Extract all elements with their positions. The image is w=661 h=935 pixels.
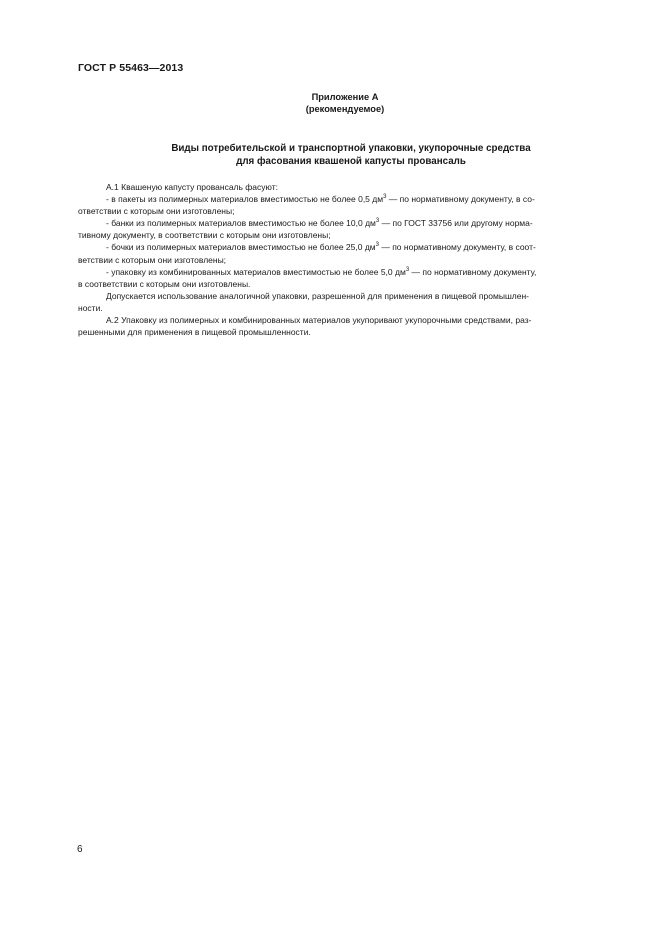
superscript: 3 (383, 194, 387, 201)
annex-block (0, 91, 661, 115)
item-text: — по нормативному документу, в со- (386, 194, 535, 205)
item-text: - упаковку из комбинированных материалов вместимостью не более 5,0 дм (106, 266, 406, 277)
list-item-jars-cont: тивному документу, в соответствии с которым они изготовлены; (78, 230, 331, 241)
annex-title: Приложение А (311, 92, 379, 102)
document-body (78, 181, 615, 338)
allowed-packaging-cont: ности. (78, 302, 103, 313)
list-item-barrels-cont: ветствии с которым они изготовлены; (78, 254, 227, 265)
heading-line-2: для фасования квашеной капусты провансаль (236, 155, 466, 167)
item-text: - в пакеты из полимерных материалов вместимостью не более 0,5 дм (106, 194, 384, 205)
superscript: 3 (375, 218, 380, 225)
list-item-jars (78, 217, 615, 229)
item-text: — по нормативному документу, в соот- (378, 242, 536, 253)
superscript: 3 (375, 242, 379, 249)
item-text: — по ГОСТ 33756 или другому норма- (379, 218, 533, 229)
list-item-barrels (78, 241, 615, 253)
list-item-packets (78, 193, 615, 205)
annex-status: (рекомендуемое) (305, 104, 385, 114)
document-code: ГОСТ Р 55463—2013 (78, 62, 184, 74)
section-heading (0, 143, 661, 168)
allowed-packaging-line: Допускается использование аналогичной упаковки, разрешенной для применения в пищевой промышлен- (106, 290, 529, 301)
heading-line-1: Виды потребительской и транспортной упаковки, укупорочные средства (171, 143, 531, 154)
list-item-combined (78, 266, 615, 278)
page-number: 6 (77, 844, 83, 855)
item-text: — по нормативному документу, (409, 266, 537, 277)
item-text: - бочки из полимерных материалов вместимостью не более 25,0 дм (106, 242, 376, 253)
list-item-combined-cont: в соответствии с которым они изготовлены. (78, 278, 251, 289)
clause-a1-intro: А.1 Квашеную капусту провансаль фасуют: (106, 182, 278, 192)
clause-a2-cont: решенными для применения в пищевой промышленности. (78, 327, 311, 338)
superscript: 3 (405, 266, 410, 273)
list-item-packets-cont: ответствии с которым они изготовлены; (78, 206, 235, 217)
item-text: - банки из полимерных материалов вместимостью не более 10,0 дм (106, 218, 376, 229)
clause-a2: А.2 Упаковку из полимерных и комбинированных материалов укупоривают укупорочными средствами, раз- (106, 315, 532, 326)
